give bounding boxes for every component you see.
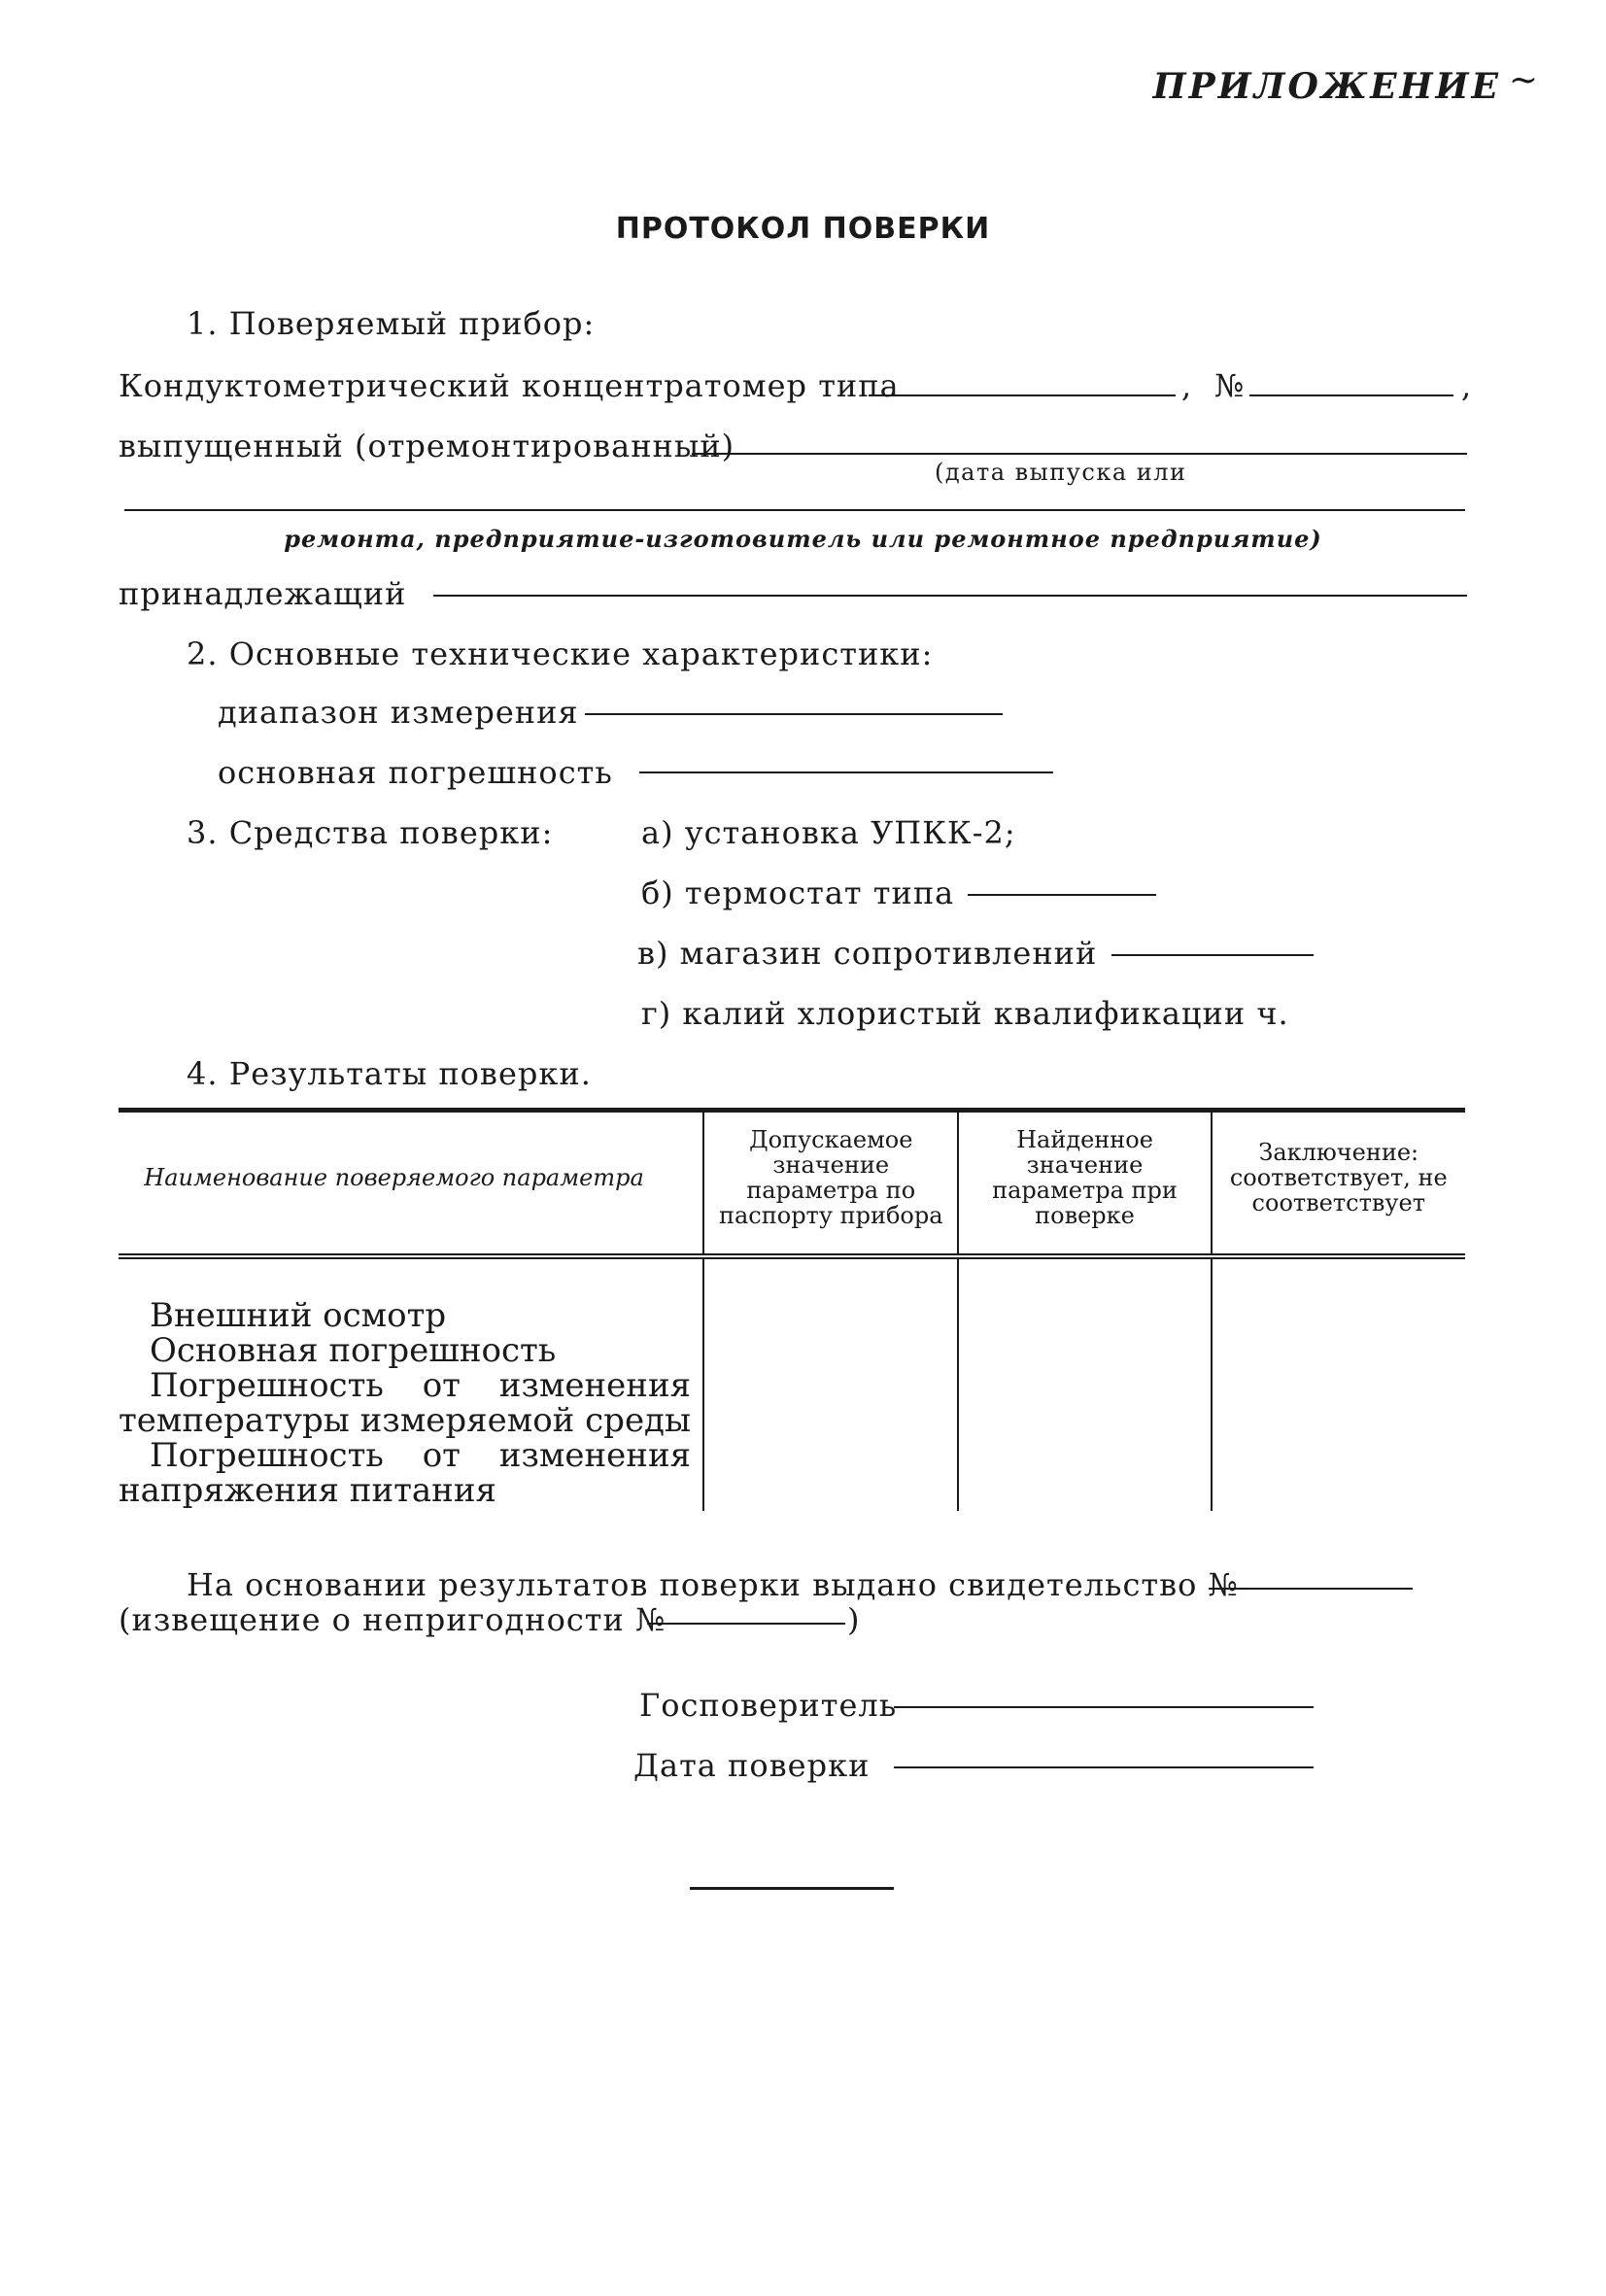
range-field[interactable] bbox=[585, 713, 1003, 715]
param-temperature-error-line1: Погрешность от изменения bbox=[150, 1366, 692, 1405]
col-header-allowed-value: Допускаемое значение параметра по паспорту прибора bbox=[703, 1108, 958, 1256]
released-label: выпущенный (отремонтированный) bbox=[119, 428, 735, 464]
notice-label: (извещение о непригодности № bbox=[119, 1601, 666, 1638]
closing-rule bbox=[690, 1887, 894, 1890]
device-type-field[interactable] bbox=[869, 394, 1176, 396]
section4-heading: 4. Результаты поверки. bbox=[187, 1055, 592, 1092]
tool-a: а) установка УПКК-2; bbox=[641, 814, 1016, 851]
table-header-row bbox=[119, 1108, 1465, 1256]
section1-heading: 1. Поверяемый прибор: bbox=[187, 305, 596, 342]
verification-date-field[interactable] bbox=[894, 1766, 1314, 1768]
certificate-number-field[interactable] bbox=[1209, 1588, 1413, 1590]
notice-close-paren: ) bbox=[847, 1601, 861, 1638]
section2-heading: 2. Основные технические характеристики: bbox=[187, 635, 934, 672]
device-number-field[interactable] bbox=[1249, 394, 1453, 396]
tool-c: в) магазин сопротивлений bbox=[637, 935, 1098, 972]
verifier-label: Госповеритель bbox=[639, 1687, 898, 1724]
table-row bbox=[119, 1256, 1465, 1511]
param-temperature-error-line2: температуры измеряемой среды bbox=[119, 1401, 692, 1440]
verification-date-label: Дата поверки bbox=[633, 1747, 871, 1784]
param-external-inspection: Внешний осмотр bbox=[150, 1296, 447, 1335]
release-date-field[interactable] bbox=[692, 453, 1467, 455]
appendix-label: ПРИЛОЖЕНИЕ bbox=[1152, 66, 1501, 107]
param-voltage-error-line1: Погрешность от изменения bbox=[150, 1436, 692, 1475]
owner-field[interactable] bbox=[433, 595, 1467, 597]
resistance-box-field[interactable] bbox=[1111, 954, 1314, 956]
notice-number-field[interactable] bbox=[647, 1623, 845, 1625]
param-voltage-error-line2: напряжения питания bbox=[119, 1471, 496, 1510]
tool-b: б) термостат типа bbox=[641, 874, 955, 911]
release-info-field[interactable] bbox=[124, 509, 1465, 511]
release-note-line1: (дата выпуска или bbox=[935, 459, 1187, 486]
allowed-value-cell[interactable] bbox=[703, 1256, 958, 1511]
page-title: ПРОТОКОЛ ПОВЕРКИ bbox=[615, 212, 991, 246]
found-value-cell[interactable] bbox=[958, 1256, 1211, 1511]
col-header-found-value: Найденное значение параметра при поверке bbox=[958, 1108, 1211, 1256]
release-note-line2: ремонта, предприятие-изготовитель или ремонтное предприятие) bbox=[284, 525, 1322, 553]
col-header-conclusion: Заключение: соответствует, не соответствует bbox=[1212, 1108, 1465, 1256]
verifier-signature-field[interactable] bbox=[894, 1706, 1314, 1708]
appendix-mark: ~ bbox=[1508, 60, 1538, 100]
device-number-label: № bbox=[1214, 367, 1246, 404]
thermostat-type-field[interactable] bbox=[968, 894, 1156, 896]
error-label: основная погрешность bbox=[218, 754, 613, 791]
comma-separator: , bbox=[1181, 367, 1193, 404]
owner-label: принадлежащий bbox=[119, 575, 407, 612]
param-basic-error: Основная погрешность bbox=[150, 1331, 557, 1370]
tool-d: г) калий хлористый квалификации ч. bbox=[641, 995, 1289, 1032]
parameter-cell bbox=[119, 1256, 703, 1511]
results-table bbox=[119, 1108, 1465, 1511]
col-header-parameter: Наименование поверяемого параметра bbox=[119, 1108, 703, 1256]
device-type-label: Кондуктометрический концентратомер типа bbox=[119, 367, 900, 404]
conclusion-cell[interactable] bbox=[1212, 1256, 1465, 1511]
section3-heading: 3. Средства поверки: bbox=[187, 814, 554, 851]
certificate-label: На основании результатов поверки выдано свидетельство № bbox=[187, 1566, 1239, 1603]
comma-separator-end: , bbox=[1461, 367, 1473, 404]
error-field[interactable] bbox=[639, 771, 1053, 773]
range-label: диапазон измерения bbox=[218, 694, 579, 731]
